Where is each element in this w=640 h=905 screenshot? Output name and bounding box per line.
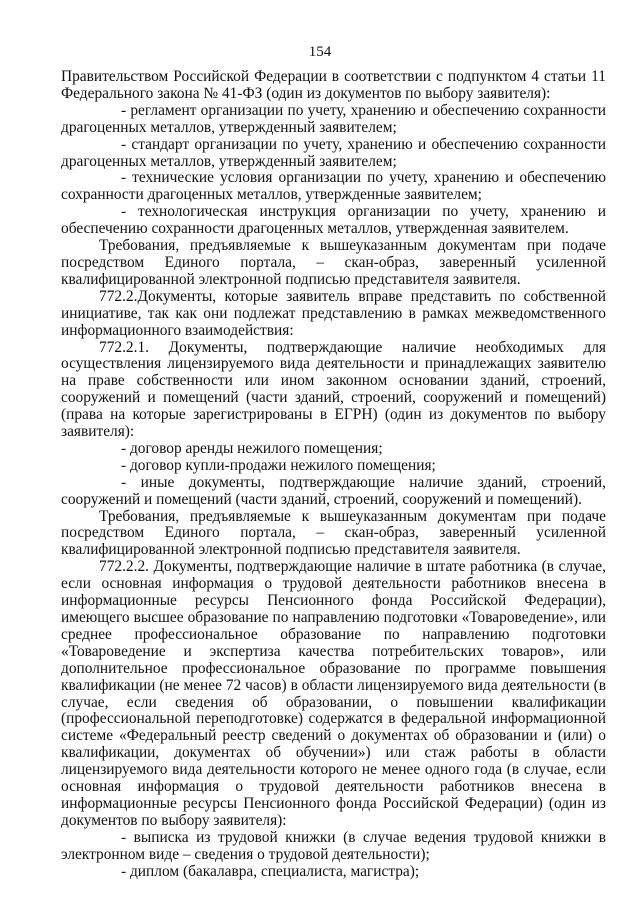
list-item: - выписка из трудовой книжки (в случае ведения трудовой книжки в электронном виде – сведения о трудовой деятельности); xyxy=(61,828,606,863)
paragraph: 772.2.1. Документы, подтверждающие наличие необходимых для осуществления лицензируемого вида деятельности и принадлежащих заявителю на праве собственности или ином законном основании зданий, строений, сооружений и помещений (части зданий, строений, сооружений и помещений) (права на которые зарегистрированы в ЕГРН) (один из документов по выбору заявителя): xyxy=(61,338,606,441)
list-item: - стандарт организации по учету, хранению и обеспечению сохранности драгоценных металлов, утвержденный заявителем; xyxy=(61,135,606,170)
list-item: - технологическая инструкция организации по учету, хранению и обеспечению сохранности драгоценных металлов, утвержденная заявителем. xyxy=(61,203,606,238)
paragraph: 772.2.Документы, которые заявитель вправе представить по собственной инициативе, так как они подлежат представлению в рамках межведомственного информационного взаимодействия: xyxy=(61,287,606,339)
paragraph: Требования, предъявляемые к вышеуказанным документам при подаче посредством Единого портала, – скан-образ, заверенный усиленной квалифицированной электронной подписью представителя заявителя. xyxy=(61,507,606,559)
list-item: - регламент организации по учету, хранению и обеспечению сохранности драгоценных металлов, утвержденный заявителем; xyxy=(61,101,606,136)
document-body xyxy=(61,69,606,881)
page-number: 154 xyxy=(308,44,332,60)
list-item: - иные документы, подтверждающие наличие зданий, строений, сооружений и помещений (части зданий, строений, сооружений и помещений). xyxy=(61,473,606,508)
list-item: - диплом (бакалавра, специалиста, магистра); xyxy=(121,862,420,880)
paragraph: Требования, предъявляемые к вышеуказанным документам при подаче посредством Единого портала, – скан-образ, заверенный усиленной квалифицированной электронной подписью представителя заявителя. xyxy=(61,237,606,288)
list-item: - договор аренды нежилого помещения; xyxy=(121,439,383,457)
list-item: - технические условия организации по учету, хранению и обеспечению сохранности драгоценных металлов, утвержденные заявителем; xyxy=(61,169,606,204)
paragraph: 772.2.2. Документы, подтверждающие наличие в штате работника (в случае, если основная информация о трудовой деятельности работников внесена в информационные ресурсы Пенсионного фонда Российской Федерации), имеющего высшее образование по направлению подготовки «Товароведение», или среднее профессиональное образование по направлению подготовки «Товароведение и экспертиза качества потребительских товаров», или дополнительное профессиональное образование по программе повышения квалификации (не менее 72 часов) в области лицензируемого вида деятельности (в случае, если сведения об образовании, о повышении квалификации (профессиональной переподготовке) содержатся в федеральной информационной системе «Федеральный реестр сведений о документах об образовании и (или) о квалификации, документах об обучении») или стаж работы в области лицензируемого вида деятельности которого не менее одного года (в случае, если основная информация о трудовой деятельности работников внесена в информационные ресурсы Пенсионного фонда Российской Федерации) (один из документов по выбору заявителя): xyxy=(61,558,606,829)
paragraph: Правительством Российской Федерации в соответствии с подпунктом 4 статьи 11 Федерального закона № 41-ФЗ (один из документов по выбору заявителя): xyxy=(61,68,606,102)
list-item: - договор купли-продажи нежилого помещения; xyxy=(121,456,436,474)
